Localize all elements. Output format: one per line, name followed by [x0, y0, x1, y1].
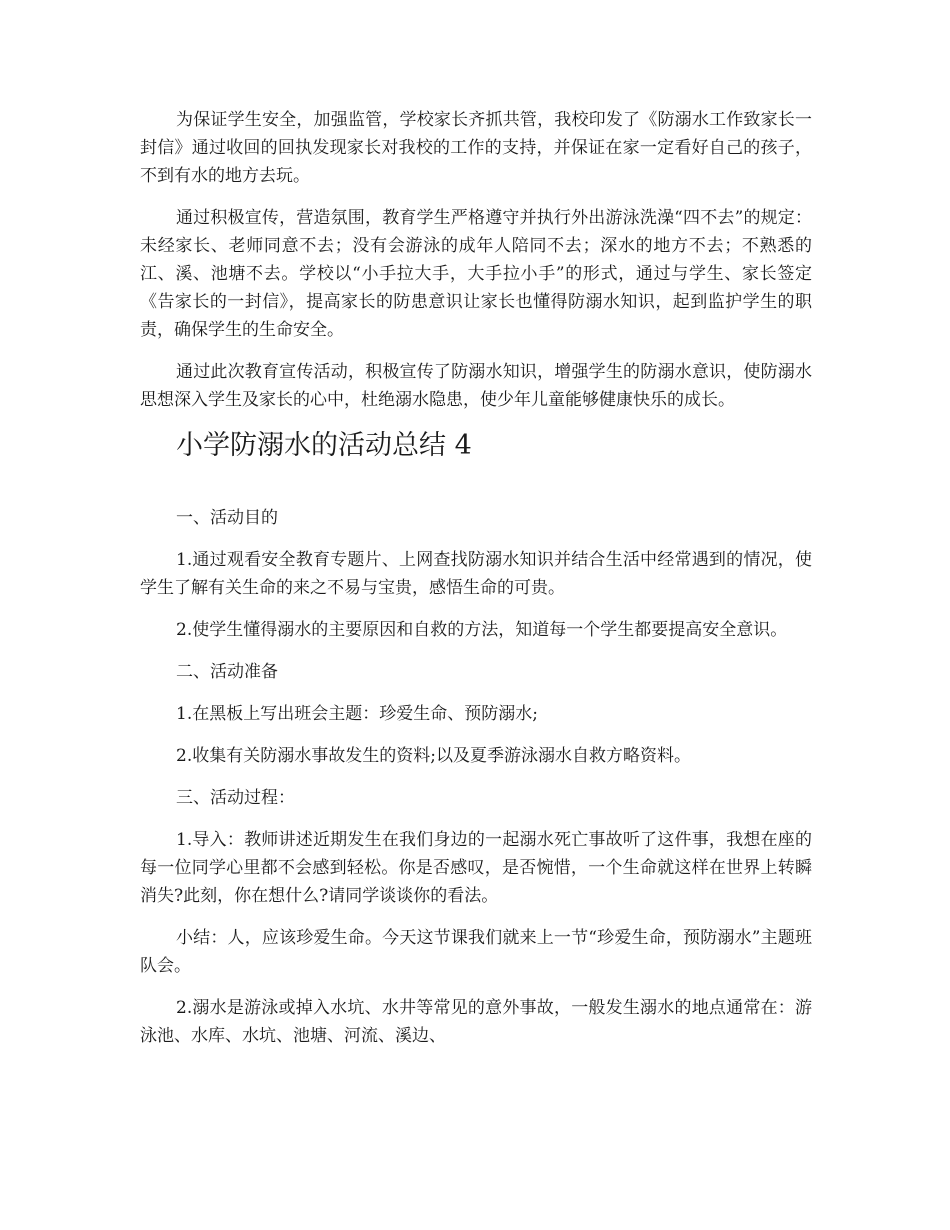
- paragraph: 2.使学生懂得溺水的主要原因和自救的方法，知道每一个学生都要提高安全意识。: [176, 620, 788, 640]
- paragraph: 2.溺水是游泳或掉入水坑、水井等常见的意外事故，一般发生溺水的地点通常在：游泳池、水库、水坑、池塘、河流、溪边、: [140, 998, 812, 1046]
- paragraph: 1.在黑板上写出班会主题：珍爱生命、预防溺水;: [176, 704, 538, 724]
- paragraph: 1.导入：教师讲述近期发生在我们身边的一起溺水死亡事故听了这件事，我想在座的每一位同学心里都不会感到轻松。你是否感叹，是否惋惜，一个生命就这样在世界上转瞬消失?此刻，你在想什么?请同学谈谈你的看法。: [140, 830, 812, 906]
- document-body: [140, 106, 812, 1064]
- paragraph: 为保证学生安全，加强监管，学校家长齐抓共管，我校印发了《防溺水工作致家长一封信》通过收回的回执发现家长对我校的工作的支持，并保证在家一定看好自己的孩子，不到有水的地方去玩。: [140, 110, 812, 186]
- subheading-objective: 一、活动目的: [176, 508, 278, 528]
- subheading-preparation: 二、活动准备: [176, 662, 278, 682]
- paragraph: 1.通过观看安全教育专题片、上网查找防溺水知识并结合生活中经常遇到的情况，使学生了解有关生命的来之不易与宝贵，感悟生命的可贵。: [140, 550, 812, 598]
- paragraph: 通过积极宣传，营造氛围，教育学生严格遵守并执行外出游泳洗澡“四不去”的规定：未经家长、老师同意不去；没有会游泳的成年人陪同不去；深水的地方不去；不熟悉的江、溪、池塘不去。学校以“小手拉大手，大手拉小手”的形式，通过与学生、家长签定《告家长的一封信》，提高家长的防患意识让家长也懂得防溺水知识，起到监护学生的职责，确保学生的生命安全。: [140, 208, 812, 340]
- paragraph: 小结：人，应该珍爱生命。今天这节课我们就来上一节“珍爱生命，预防溺水”主题班队会。: [140, 928, 812, 976]
- section-title: 小学防溺水的活动总结 4: [176, 430, 472, 461]
- subheading-process: 三、活动过程：: [176, 788, 295, 808]
- paragraph: 通过此次教育宣传活动，积极宣传了防溺水知识，增强学生的防溺水意识，使防溺水思想深入学生及家长的心中，杜绝溺水隐患，使少年儿童能够健康快乐的成长。: [140, 362, 812, 410]
- paragraph: 2.收集有关防溺水事故发生的资料;以及夏季游泳溺水自救方略资料。: [176, 746, 691, 766]
